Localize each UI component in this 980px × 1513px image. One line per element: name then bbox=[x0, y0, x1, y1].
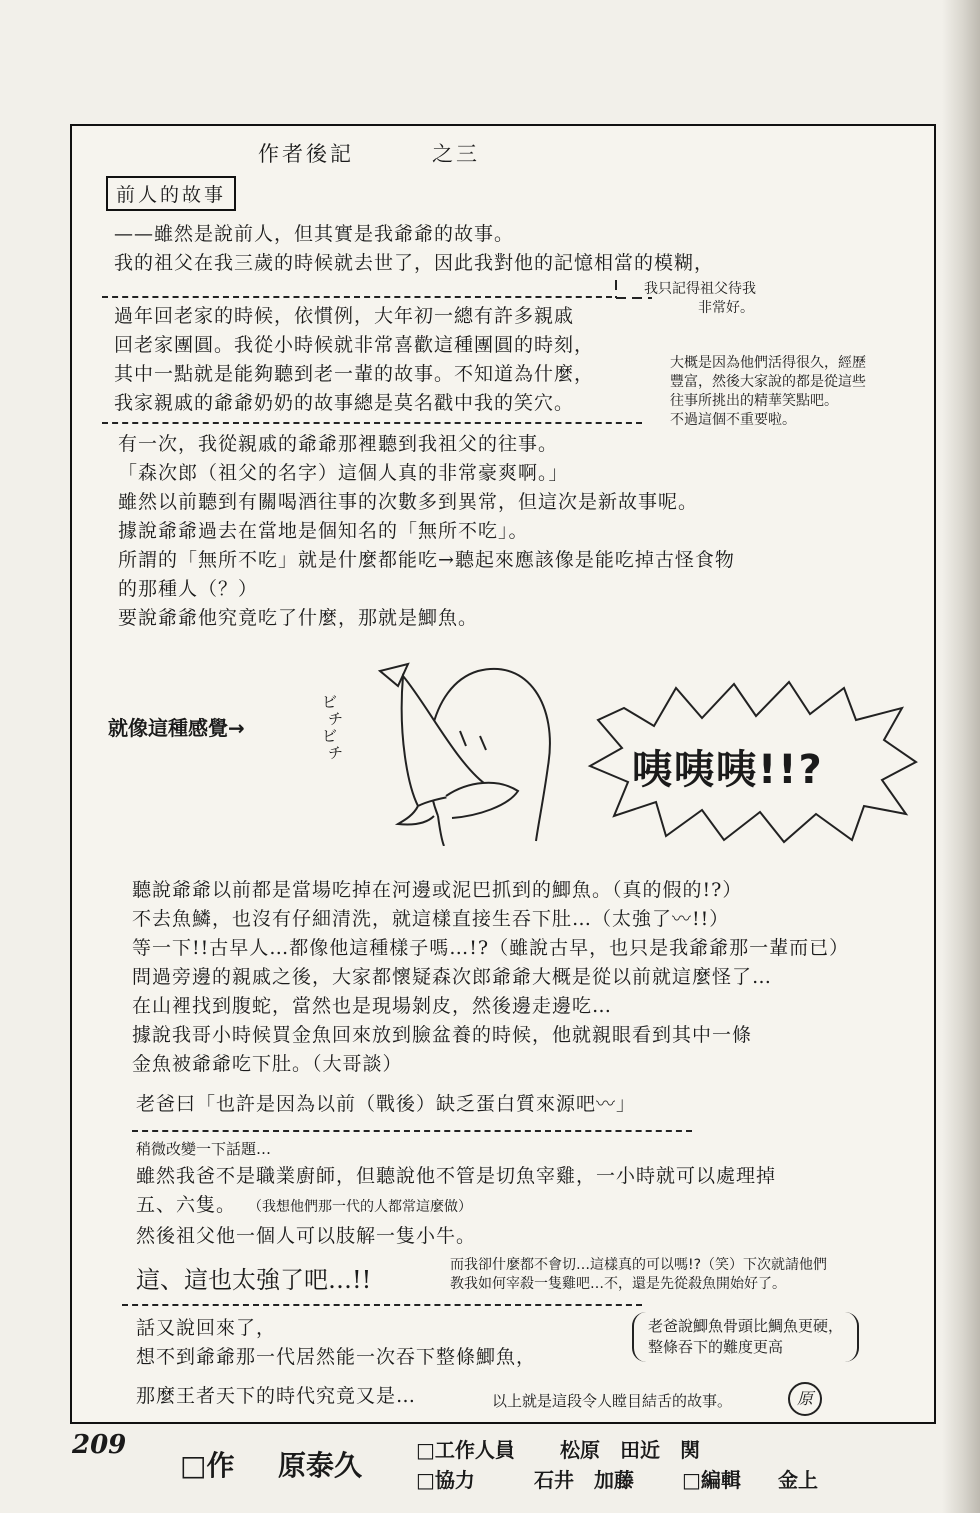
butcher-line-2: 五、六隻。 bbox=[136, 1194, 237, 1216]
note-cannot-cut bbox=[450, 1256, 827, 1294]
page-number: 209 bbox=[72, 1430, 127, 1460]
newyear-line-4: 我家親戚的爺爺奶奶的故事總是莫名戳中我的笑穴。 bbox=[114, 392, 575, 414]
shout-text: 咦咦咦!!? bbox=[632, 747, 824, 793]
note-bones-line-2: 整條吞下的難度更高 bbox=[648, 1338, 784, 1356]
story-line-3: 雖然以前聽到有關喝酒往事的次數多到異常，但這次是新故事呢。 bbox=[118, 491, 699, 513]
note-cannot-cut-line-1: 而我卻什麼都不會切…這樣真的可以嗎!?（笑）下次就請他們 bbox=[450, 1257, 828, 1273]
note-longlife-line-4: 不過這個不重要啦。 bbox=[670, 412, 796, 428]
sfx-char-3: ビ bbox=[322, 727, 338, 745]
story-line-5: 所謂的「無所不吃」就是什麼都能吃→聽起來應該像是能吃掉古怪食物 bbox=[118, 549, 735, 571]
author-signature: 原 bbox=[788, 1382, 822, 1416]
sfx-char-2: チ bbox=[328, 710, 344, 728]
intro-line-1: ——雖然是說前人，但其實是我爺爺的故事。 bbox=[114, 223, 515, 245]
credit-editor-label: □編輯 bbox=[682, 1468, 741, 1492]
credit-assist-label: □協力 bbox=[416, 1468, 475, 1492]
feeling-label: 就像這種感覺→ bbox=[108, 716, 245, 740]
note-memory bbox=[644, 280, 756, 318]
credit-editor-name: 金上 bbox=[778, 1468, 818, 1492]
ending-line-1: 話又說回來了， bbox=[136, 1317, 277, 1339]
butcher-line-3: 然後祖父他一個人可以肢解一隻小牛。 bbox=[136, 1225, 477, 1247]
butcher-line-1: 雖然我爸不是職業廚師，但聽說他不管是切魚宰雞，一小時就可以處理掉 bbox=[136, 1165, 777, 1187]
intro-line-2: 我的祖父在我三歲的時候就去世了，因此我對他的記憶相當的模糊， bbox=[114, 252, 715, 274]
divider bbox=[102, 296, 612, 298]
newyear-line-2: 回老家團圓。我從小時候就非常喜歡這種團圓的時刻， bbox=[114, 334, 595, 356]
ending-line-2: 想不到爺爺那一代居然能一次吞下整條鯽魚， bbox=[136, 1346, 537, 1368]
credit-staff-names: 松原 田近 関 bbox=[560, 1438, 700, 1462]
afterword-frame bbox=[70, 124, 936, 1424]
divider bbox=[132, 1130, 692, 1132]
final-line: 那麼王者天下的時代究竟又是… bbox=[136, 1385, 417, 1407]
eating-line-7: 金魚被爺爺吃下肚。（大哥談） bbox=[132, 1053, 403, 1075]
eating-line-4: 問過旁邊的親戚之後，大家都懷疑森次郎爺爺大概是從以前就這麼怪了… bbox=[132, 966, 773, 988]
note-bones bbox=[632, 1312, 859, 1362]
credit-staff-label: □工作人員 bbox=[416, 1438, 515, 1462]
note-memory-line-2: 非常好。 bbox=[698, 300, 754, 316]
newyear-line-1: 過年回老家的時候，依慣例，大年初一總有許多親戚 bbox=[114, 305, 575, 327]
credit-assist-names: 石井 加藤 bbox=[534, 1468, 634, 1492]
note-generation: （我想他們那一代的人都常這麼做） bbox=[248, 1199, 472, 1215]
story-line-2: 「森次郎（祖父的名字）這個人真的非常豪爽啊。」 bbox=[118, 462, 569, 484]
note-bones-line-1: 老爸說鯽魚骨頭比鯛魚更硬， bbox=[648, 1317, 844, 1335]
story-line-7: 要說爺爺他究竟吃了什麼，那就是鯽魚。 bbox=[118, 607, 479, 629]
divider bbox=[122, 1304, 642, 1306]
credit-author-label: □作 bbox=[180, 1449, 235, 1482]
afterword-part: 之三 bbox=[432, 142, 480, 166]
eating-line-2: 不去魚鱗，也沒有仔細清洗，就這樣直接生吞下肚…（太強了〰!!） bbox=[132, 908, 730, 930]
section-heading: 前人的故事 bbox=[106, 176, 236, 211]
note-longlife-line-1: 大概是因為他們活得很久，經歷 bbox=[670, 355, 866, 371]
eating-line-1: 聽說爺爺以前都是當場吃掉在河邊或泥巴抓到的鯽魚。（真的假的!?） bbox=[132, 879, 743, 901]
afterword-title: 作者後記 bbox=[258, 142, 354, 166]
dad-quote: 老爸曰「也許是因為以前（戰後）缺乏蛋白質來源吧〰」 bbox=[136, 1093, 637, 1115]
eating-line-6: 據說我哥小時候買金魚回來放到臉盆養的時候，他就親眼看到其中一條 bbox=[132, 1024, 753, 1046]
story-line-4: 據說爺爺過去在當地是個知名的「無所不吃」。 bbox=[118, 520, 529, 542]
page-edge-shadow bbox=[942, 0, 980, 1513]
newyear-line-3: 其中一點就是能夠聽到老一輩的故事。不知道為什麼， bbox=[114, 363, 595, 385]
note-cannot-cut-line-2: 教我如何宰殺一隻雞吧…不，還是先從殺魚開始好了。 bbox=[450, 1276, 786, 1292]
divider bbox=[102, 422, 642, 424]
eating-line-3: 等一下!!古早人…都像他這種樣子嗎…!?（雖說古早，也只是我爺爺那一輩而已） bbox=[132, 937, 850, 959]
sfx-char-1: ビ bbox=[322, 693, 338, 711]
eating-line-5: 在山裡找到腹蛇，當然也是現場剝皮，然後邊走邊吃… bbox=[132, 995, 613, 1017]
note-memory-line-1: 我只記得祖父待我 bbox=[644, 281, 756, 297]
note-longlife-line-2: 豐富，然後大家說的都是從這些 bbox=[670, 374, 866, 390]
too-strong: 這、這也太強了吧…!! bbox=[136, 1266, 372, 1294]
note-longlife-line-3: 往事所挑出的精華笑點吧。 bbox=[670, 393, 838, 409]
closing-line: 以上就是這段令人瞠目結舌的故事。 bbox=[492, 1392, 733, 1410]
story-line-6: 的那種人（？） bbox=[118, 578, 259, 600]
credit-author-name: 原泰久 bbox=[278, 1449, 363, 1482]
note-longlife bbox=[670, 354, 866, 430]
grandpa-eating-fish-illustration bbox=[368, 646, 608, 846]
topic-change: 稍微改變一下話題… bbox=[136, 1140, 272, 1158]
sfx-bichi bbox=[322, 694, 343, 762]
story-line-1: 有一次，我從親戚的爺爺那裡聽到我祖父的往事。 bbox=[118, 433, 559, 455]
sfx-char-4: チ bbox=[328, 744, 344, 762]
